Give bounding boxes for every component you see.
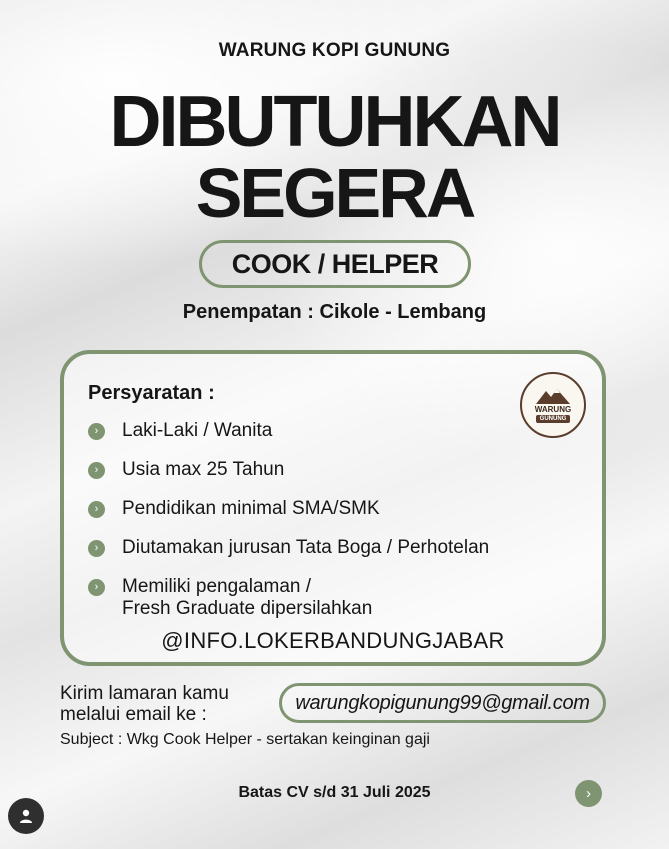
requirement-text-line-2: Fresh Graduate dipersilahkan bbox=[122, 598, 373, 619]
deadline-text: Batas CV s/d 31 Juli 2025 bbox=[238, 784, 431, 801]
logo-text: WARUNG bbox=[534, 404, 572, 414]
requirements-card bbox=[60, 350, 606, 666]
requirements-title: Persyaratan : bbox=[88, 382, 215, 404]
chevron-right-icon: › bbox=[88, 579, 105, 596]
headline-line-1: DIBUTUHKAN bbox=[109, 82, 560, 162]
send-instruction bbox=[60, 683, 229, 725]
requirement-text: Diutamakan jurusan Tata Boga / Perhotelan bbox=[122, 537, 490, 558]
requirement-text: Laki-Laki / Wanita bbox=[122, 420, 273, 441]
list-item bbox=[88, 420, 489, 442]
next-button[interactable] bbox=[575, 780, 602, 807]
profile-button[interactable] bbox=[8, 798, 44, 834]
list-item bbox=[88, 537, 489, 559]
logo-ribbon: GUNUNG bbox=[536, 415, 571, 423]
chevron-right-icon: › bbox=[88, 540, 105, 557]
mountain-logo-icon bbox=[536, 388, 570, 404]
list-item bbox=[88, 576, 489, 620]
requirement-text: Pendidikan minimal SMA/SMK bbox=[122, 498, 380, 519]
role-pill: COOK / HELPER bbox=[199, 240, 471, 288]
headline-line-2: SEGERA bbox=[195, 154, 474, 232]
chevron-right-icon: › bbox=[88, 501, 105, 518]
send-instruction-line-2: melalui email ke : bbox=[60, 704, 207, 725]
brand-name: WARUNG KOPI GUNUNG bbox=[218, 40, 451, 61]
user-icon bbox=[18, 808, 34, 824]
requirement-text-line-1: Memiliki pengalaman / bbox=[122, 576, 312, 597]
list-item bbox=[88, 459, 489, 481]
social-handle: @INFO.LOKERBANDUNGJABAR bbox=[161, 628, 505, 653]
chevron-right-icon: › bbox=[88, 462, 105, 479]
subject-text: Subject : Wkg Cook Helper - sertakan keinginan gaji bbox=[60, 731, 430, 748]
list-item bbox=[88, 498, 489, 520]
logo-badge bbox=[520, 372, 586, 438]
chevron-right-icon: › bbox=[586, 785, 591, 802]
requirement-text: Usia max 25 Tahun bbox=[122, 459, 285, 480]
send-instruction-line-1: Kirim lamaran kamu bbox=[60, 683, 229, 704]
email-pill: warungkopigunung99@gmail.com bbox=[279, 683, 606, 723]
requirements-list bbox=[88, 420, 489, 620]
placement-text: Penempatan : Cikole - Lembang bbox=[182, 301, 487, 323]
chevron-right-icon: › bbox=[88, 423, 105, 440]
